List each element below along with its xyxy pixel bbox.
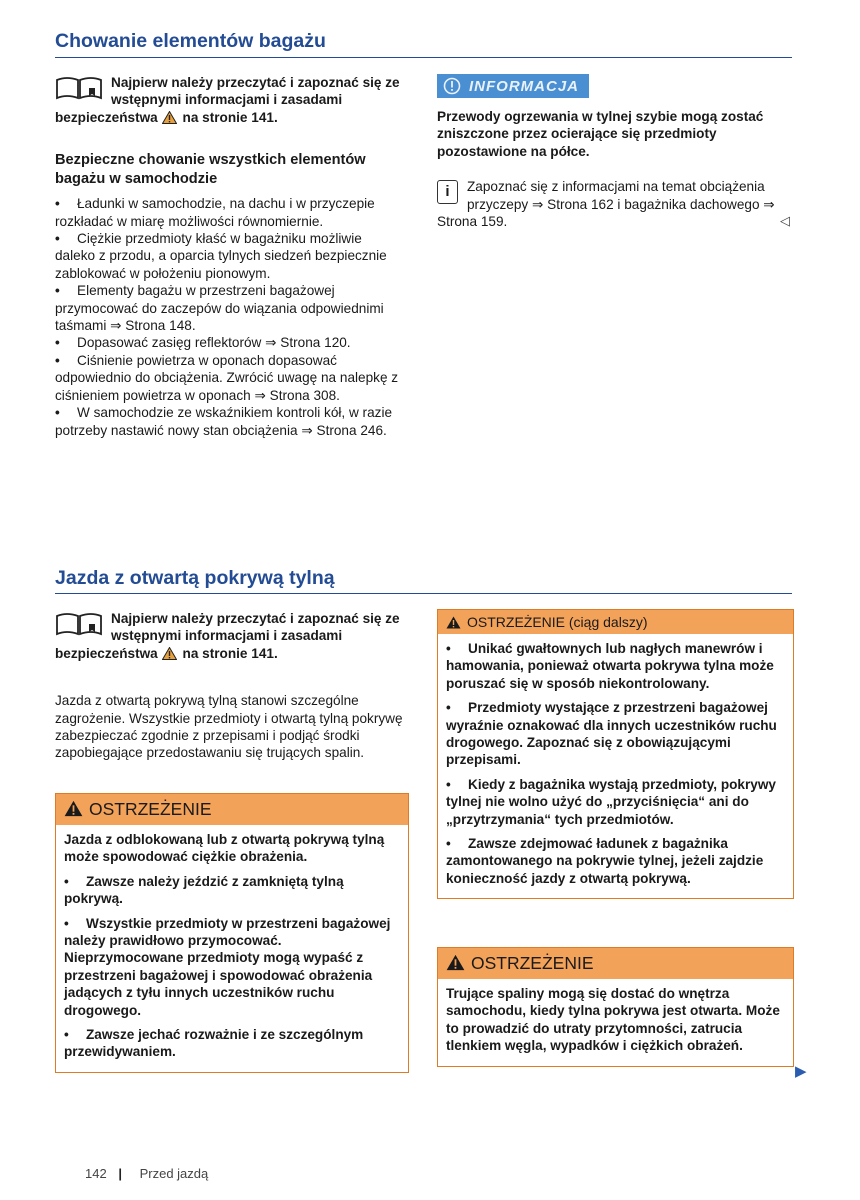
info-badge: INFORMACJA	[437, 74, 589, 98]
warning-body	[56, 825, 408, 1072]
page-number: 142	[85, 1166, 107, 1181]
info-text: Przewody ogrzewania w tylnej szybie mogą zostać zniszczone przez ocierające się przedmioty pozostawione na półce.	[437, 109, 764, 159]
note-paragraph: i Zapoznać się z informacjami na temat obciążenia przyczepy ⇒ Strona 162 i bagażnika dachowego ⇒ Strona 159.	[437, 179, 775, 230]
list-item: • Ładunki w samochodzie, na dachu i w przyczepie rozkładać w miarę możliwości równomiernie.	[55, 196, 375, 229]
warning-triangle-icon	[64, 800, 83, 817]
list-item: • Przedmioty wystające z przestrzeni bagażowej wyraźnie oznakować dla innych uczestników ruchu drogowego. Zapoznać się z obowiązującymi przepisami.	[446, 700, 777, 768]
left-column-section1	[55, 74, 405, 439]
warning-body	[438, 634, 793, 898]
warning-continued-box	[437, 609, 794, 899]
exclamation-circle-icon	[443, 77, 461, 95]
right-column-section1	[437, 108, 787, 230]
read-first-note: Najpierw należy przeczytać i zapoznać się ze wstępnymi informacjami i zasadami bezpieczeństwa na stronie 141.	[55, 611, 400, 661]
warning-triangle-icon	[162, 111, 177, 124]
list-item: • Kiedy z bagażnika wystają przedmioty, pokrywy tylnej nie wolno użyć do „przyciśnięcia“ ani do „przytrzymania“ tych przedmiotów.	[446, 776, 776, 827]
warning-text: Trujące spaliny mogą się dostać do wnętrza samochodu, kiedy tylna pokrywa jest otwarta. Może to prowadzić do utraty przytomności, zatrucia tlenkiem węgla, wypadków i ciężkich obrażeń.	[446, 986, 780, 1054]
section-divider	[55, 57, 792, 58]
section-divider	[55, 593, 792, 594]
page-footer	[85, 1166, 208, 1181]
list-item: • Wszystkie przedmioty w przestrzeni bagażowej należy prawidłowo przymocować. Nieprzymocowane przedmioty mogą wypaść z przestrzeni bagażowej i spowodować obrażenia jadących z tyłu innych uczestników ruchu drogowego.	[64, 915, 391, 1018]
warning-header: OSTRZEŻENIE (ciąg dalszy)	[438, 610, 793, 634]
section-title-luggage: Chowanie elementów bagażu	[55, 30, 326, 52]
list-item: • Ciężkie przedmioty kłaść w bagażniku możliwie daleko z przodu, a oparcia tylnych siedzeń bezpiecznie zablokować w położeniu pionowym.	[55, 231, 387, 281]
warning-header: OSTRZEŻENIE	[438, 948, 793, 979]
end-marker: ◁	[780, 213, 790, 228]
warning-triangle-icon	[446, 616, 461, 629]
warning-lead: Jazda z odblokowaną lub z otwartą pokrywą tylną może spowodować ciężkie obrażenia.	[64, 832, 385, 865]
list-item: • Elementy bagażu w przestrzeni bagażowej przymocować do zaczepów do wiązania odpowiednimi taśmami ⇒ Strona 148.	[55, 283, 384, 334]
read-first-note: Najpierw należy przeczytać i zapoznać się ze wstępnymi informacjami i zasadami bezpieczeństwa na stronie 141.	[55, 75, 400, 125]
continue-arrow-icon: ▶	[795, 1063, 807, 1080]
list-item: • Dopasować zasięg reflektorów ⇒ Strona 120.	[55, 335, 351, 351]
list-item: • Unikać gwałtownych lub nagłych manewrów i hamowania, ponieważ otwarta pokrywa tylna może poruszać się w sposób niekontrolowany.	[446, 641, 774, 691]
warning-box	[55, 793, 409, 1073]
chapter-name: Przed jazdą	[139, 1166, 209, 1181]
book-icon	[55, 76, 103, 100]
book-icon	[55, 612, 103, 636]
section-title-open-tailgate: Jazda z otwartą pokrywą tylną	[55, 567, 335, 589]
list-item: • Zawsze zdejmować ładunek z bagażnika zamontowanego na pokrywie tylnej, jeżeli zajdzie konieczność jazdy z otwartą pokrywą.	[446, 836, 764, 886]
list-item: • Zawsze jechać rozważnie i ze szczególnym przewidywaniem.	[64, 1027, 364, 1060]
warning-triangle-icon	[446, 954, 465, 971]
left-column-section2	[55, 610, 405, 762]
list-item: • Zawsze należy jeździć z zamkniętą tylną pokrywą.	[64, 873, 344, 907]
info-i-icon: i	[437, 180, 458, 204]
intro-paragraph: Jazda z otwartą pokrywą tylną stanowi szczególne zagrożenie. Wszystkie przedmioty i otwartą tylną pokrywę zabezpieczać zgodnie z przepisami i podjąć środki zapobiegające przedostawaniu się trujących spalin.	[55, 693, 403, 761]
warning-header: OSTRZEŻENIE	[56, 794, 408, 825]
subheading: Bezpieczne chowanie wszystkich elementów bagażu w samochodzie	[55, 152, 366, 188]
list-item: • W samochodzie ze wskaźnikiem kontroli kół, w razie potrzeby nastawić nowy stan obciążenia ⇒ Strona 246.	[55, 405, 393, 438]
list-item: • Ciśnienie powietrza w oponach dopasować odpowiednio do obciążenia. Zwrócić uwagę na nalepkę z ciśnieniem powietrza w oponach ⇒ Strona 308.	[55, 352, 399, 403]
bullet-list	[55, 195, 405, 439]
warning-body	[438, 979, 793, 1066]
footer-separator: |	[118, 1166, 122, 1181]
warning-box-exhaust	[437, 947, 794, 1067]
warning-triangle-icon	[162, 647, 177, 660]
